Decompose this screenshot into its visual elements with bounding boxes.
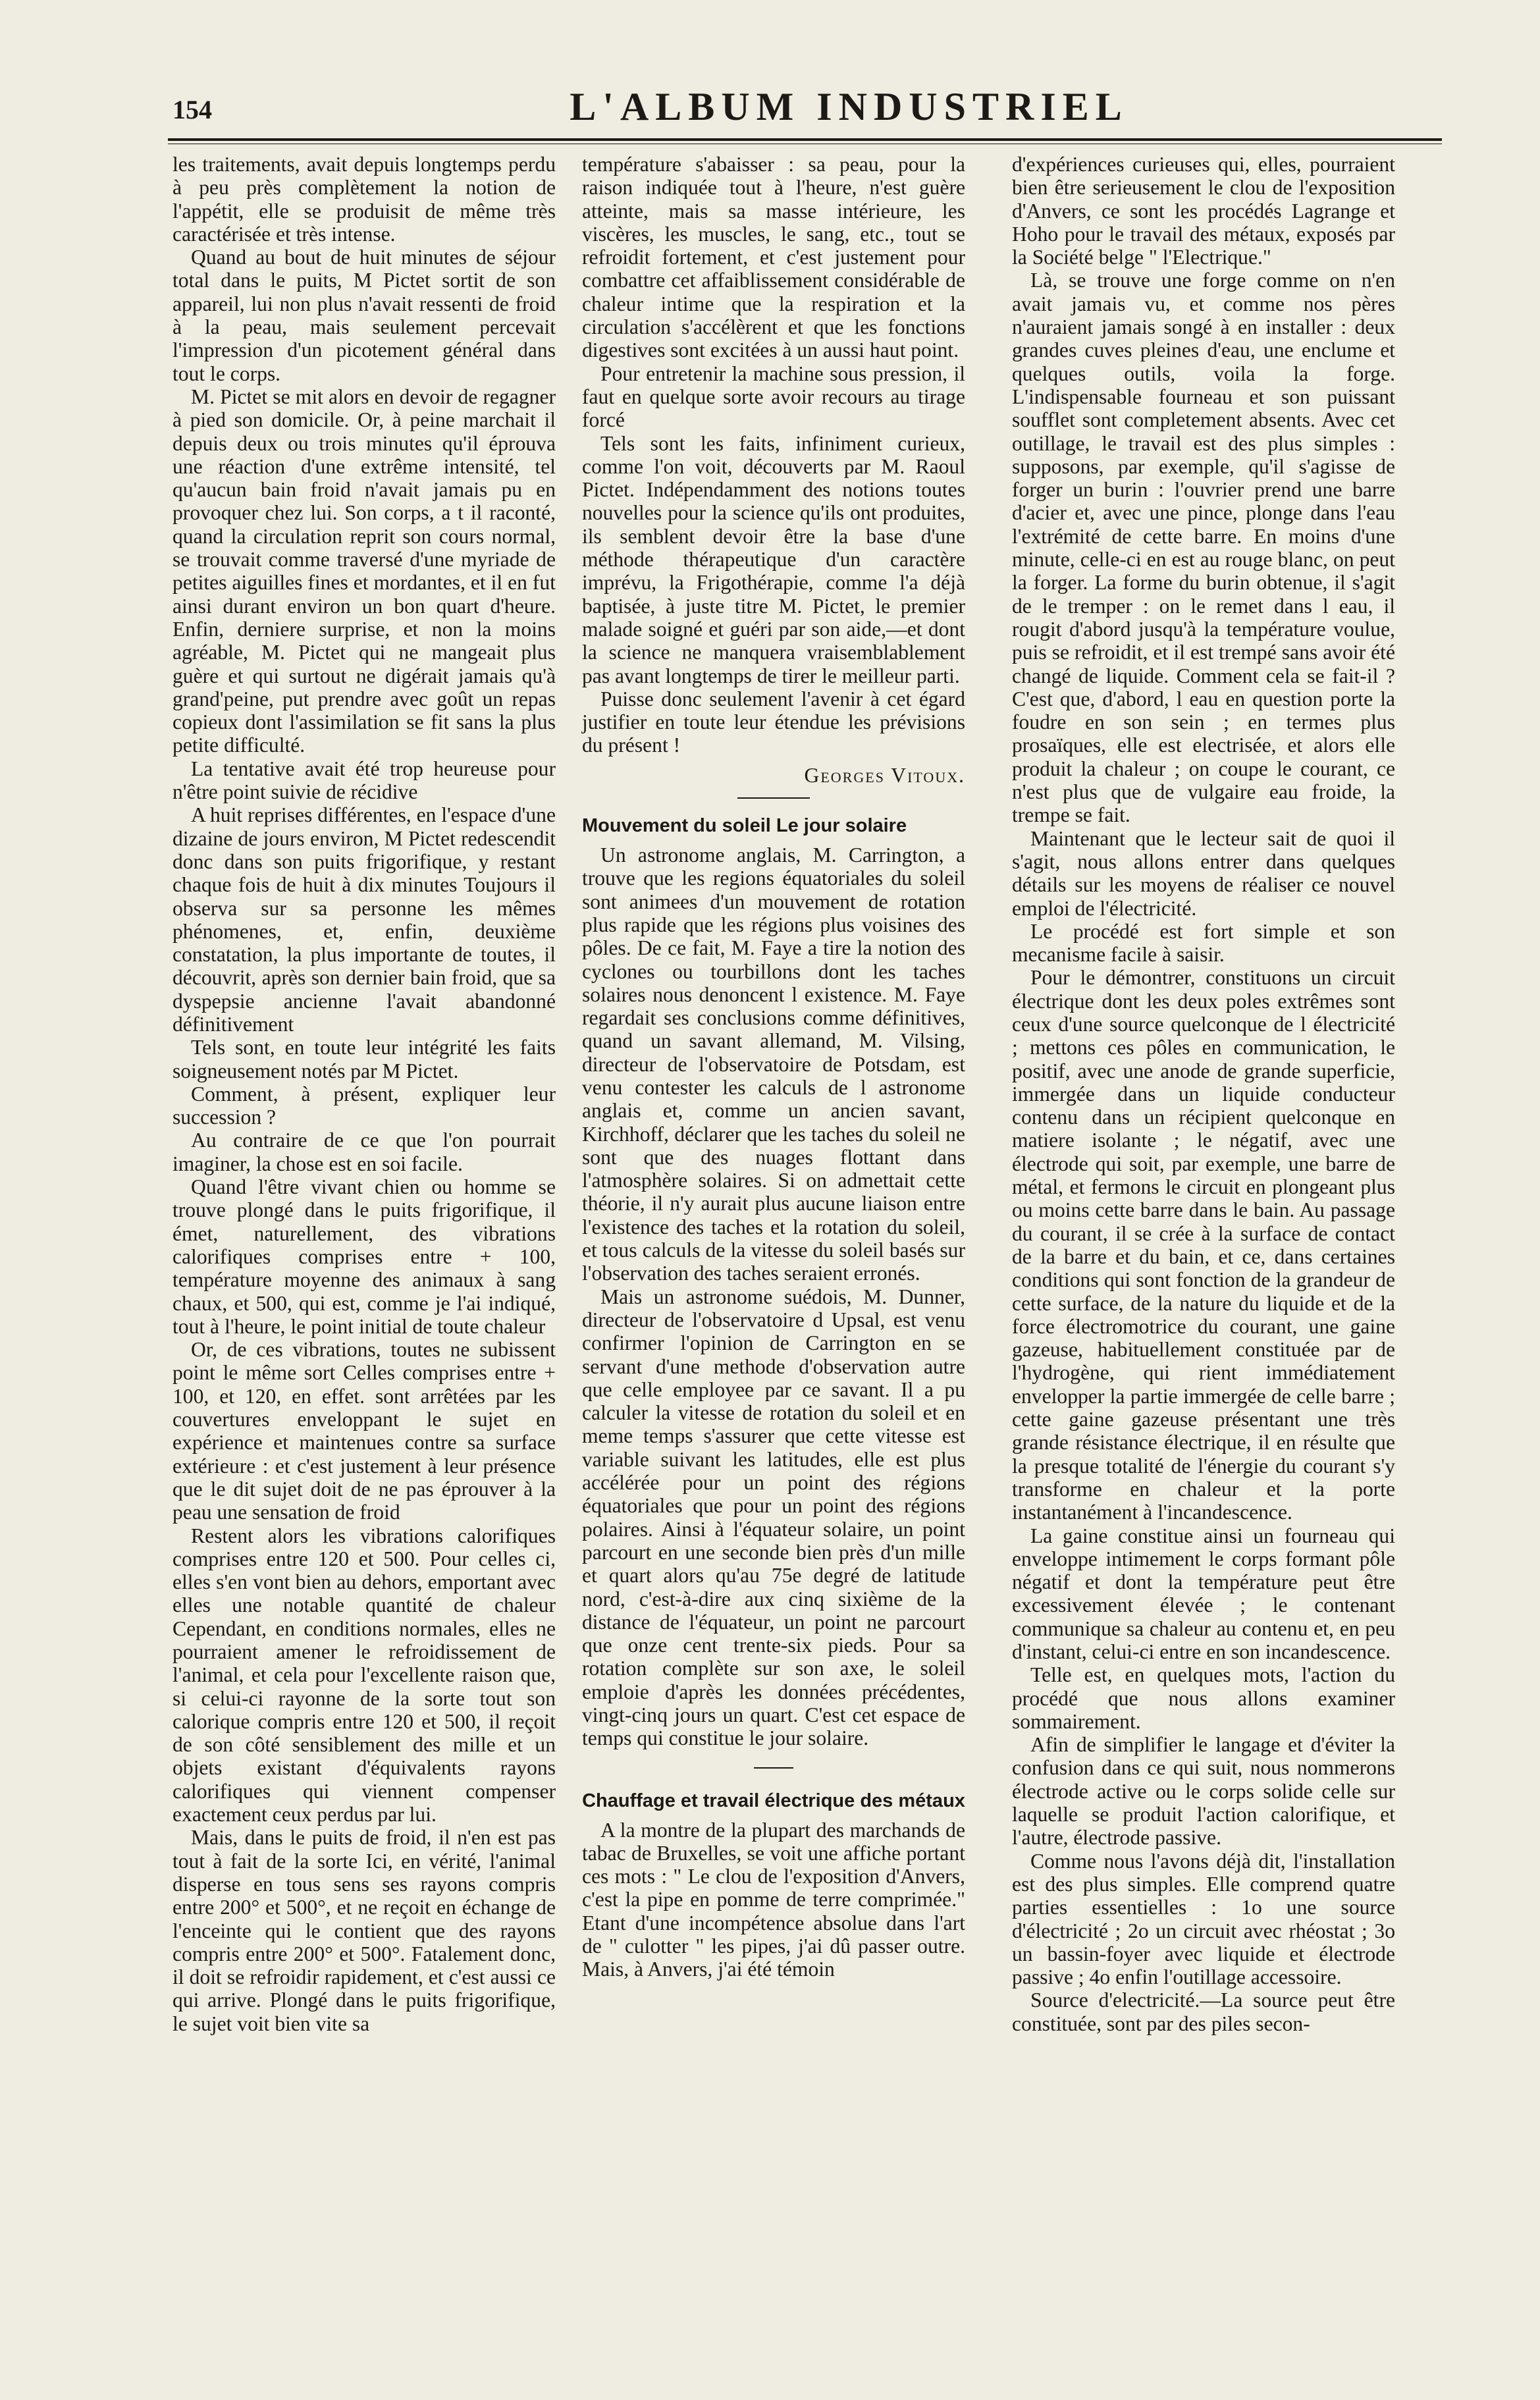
paragraph: Pour entretenir la machine sous pression, il faut en quelque sorte avoir recours au tirage forcé bbox=[582, 361, 965, 432]
column-right bbox=[1012, 153, 1395, 2360]
paragraph: Mais, dans le puits de froid, il n'en est pas tout à fait de la sorte Ici, en vérité, l'animal disperse en tous sens ses rayons compris entre 200° et 500°, et ne reçoit en échange de l'enceinte qui le contient que des rayons compris entre 200° et 500°. Fatalement donc, il doit se refroidir rapidement, et c'est aussi ce qui arrive. Plongé dans le puits frigorifique, le sujet voit bien vite sa bbox=[173, 1826, 556, 2035]
paragraph: Un astronome anglais, M. Carrington, a trouve que les regions équatoriales du soleil sont animees d'un mouvement de rotation plus rapide que les régions plus voisines des pôles. De ce fait, M. Faye a tire la notion des cyclones ou tourbillons dont les taches solaires nous denoncent l existence. M. Faye regardait ses conclusions comme définitives, quand un savant allemand, M. Vilsing, directeur de l'observatoire de Potsdam, est venu contester les calculs de l astronome anglais et, comme un ancien savant, Kirchhoff, déclarer que les taches du soleil ne sont que des nuages flottant dans l'atmosphère solaires. Si on admettait cette théorie, il n'y aurait plus aucune liaison entre l'existence des taches et la rotation du soleil, et tous calculs de la vitesse du soleil basés sur l'observation des taches seraient erronés. bbox=[582, 843, 965, 1285]
paragraph: Tels sont les faits, infiniment curieux, comme l'on voit, découverts par M. Raoul Pictet. Indépendamment des notions toutes nouvelles pour la science qu'ils ont produites, ils semblent devoir être la base d'une méthode thérapeutique d'un caractère imprévu, la Frigothérapie, comme l'a déjà baptisée, à juste titre M. Pictet, le premier malade soigné et guéri par son aide,—et dont la science ne manquera vraisemblablement pas avant longtemps de tirer le meilleur parti. bbox=[582, 431, 965, 687]
paragraph: d'expériences curieuses qui, elles, pourraient bien être serieusement le clou de l'exposition d'Anvers, ce sont les procédés Lagrange et Hoho pour le travail des métaux, exposés par la Société belge " l'Electrique." bbox=[1012, 153, 1395, 269]
paragraph: Là, se trouve une forge comme on n'en avait jamais vu, et comme nos pères n'auraient jamais songé à en installer : deux grandes cuves pleines d'eau, une enclume et quelques outils, voila la forge. L'indispensable fourneau et son puissant soufflet sont completement absents. Avec cet outillage, le travail est des plus simples : supposons, par exemple, qu'il s'agisse de forger un burin : l'ouvrier prend une barre d'acier et, avec une pince, plonge dans l'eau l'extrémité de cette barre. En moins d'une minute, celle-ci en est au rouge blanc, on peut la forger. La forme du burin obtenue, il s'agit de le tremper : on le remet dans l eau, il rougit d'abord jusqu'à la température voulue, puis se refroidit, et il est trempé sans avoir été changé de liquide. Comment cela se fait-il ? C'est que, d'abord, l eau en question porte la foudre en son sein ; en termes plus prosaïques, elle est electrisée, et alors elle produit la chaleur ; on coupe le courant, ce n'est plus que de vulgaire eau froide, la trempe se fait. bbox=[1012, 269, 1395, 827]
paragraph: Afin de simplifier le langage et d'éviter la confusion dans ce qui suit, nous nommerons électrode active ou le corps solide celle sur laquelle se produit l'action calorifique, et l'autre, électrode passive. bbox=[1012, 1733, 1395, 1850]
paragraph: Le procédé est fort simple et son mecanisme facile à saisir. bbox=[1012, 919, 1395, 967]
paragraph: température s'abaisser : sa peau, pour la raison indiquée tout à l'heure, n'est guère atteinte, mais sa masse intérieure, les viscères, les muscles, le sang, etc., tout se refroidit fortement, et c'est justement pour combattre cet affaiblissement considérable de chaleur intime que la respiration et la circulation s'accélèrent et que les fonctions digestives sont excitées à un aussi haut point. bbox=[582, 153, 965, 362]
column-middle bbox=[582, 153, 965, 2360]
paragraph: La gaine constitue ainsi un fourneau qui enveloppe intimement le corps formant pôle négatif et dont la température peut être excessivement élevée ; le contenant communique sa chaleur au contenu et, en peu d'instant, celui-ci entre en son incandescence. bbox=[1012, 1524, 1395, 1663]
paragraph: Maintenant que le lecteur sait de quoi il s'agit, nous allons entrer dans quelques détails sur les moyens de réaliser ce nouvel emploi de l'électricité. bbox=[1012, 826, 1395, 920]
paragraph: Pour le démontrer, constituons un circuit électrique dont les deux poles extrêmes sont ceux d'une source quelconque de l électricité ; mettons ces pôles en communication, le positif, avec une anode de grande superficie, immergée dans un liquide conducteur contenu dans un récipient quelconque en matiere isolante ; le négatif, avec une électrode qui soit, par exemple, une barre de métal, et fermons le circuit en plongeant plus ou moins cette barre dans le bain. Au passage du courant, il se crée à la surface de contact de la barre et du bain, et ce, dans certaines conditions qui sont fonction de la grandeur de cette surface, de la nature du liquide et de la force électromotrice du courant, une gaine gazeuse, habituellement constituée par de l'hydrogène, qui rient immédiatement envelopper la partie immergée de celle barre ; cette gaine gazeuse présentant une très grande résistance électrique, il en résulte que la presque totalité de l'énergie du courant s'y transforme en chaleur et la porte instantanément à l'incandescence. bbox=[1012, 966, 1395, 1524]
page-number: 154 bbox=[173, 95, 212, 124]
paragraph: les traitements, avait depuis longtemps perdu à peu près complètement la notion de l'appétit, elle se produisit de même très caractérisée et très intense. bbox=[173, 153, 556, 246]
paragraph: A la montre de la plupart des marchands de tabac de Bruxelles, se voit une affiche portant ces mots : " Le clou de l'exposition d'Anvers, c'est la pipe en pomme de terre comprimée." Etant d'une incompétence absolue dans l'art de " culotter " les pipes, j'ai dû passer outre. Mais, à Anvers, j'ai été témoin bbox=[582, 1818, 965, 1981]
section-heading-solaire: Mouvement du soleil Le jour solaire bbox=[582, 815, 907, 837]
header-rule bbox=[168, 138, 1442, 141]
paragraph: Source d'electricité.—La source peut être constituée, sont par des piles secon- bbox=[1012, 1988, 1395, 2035]
paragraph: Comment, à présent, expliquer leur succession ? bbox=[173, 1082, 556, 1129]
paragraph: A huit reprises différentes, en l'espace d'une dizaine de jours environ, M Pictet redescendit donc dans son puits frigorifique, y restant chaque fois de huit à dix minutes Toujours il observa sur sa personne les mêmes phénomenes, et, enfin, deuxième constatation, la plus importante de toutes, il découvrit, après son dernier bain froid, que sa dyspepsie ancienne l'avait abandonné définitivement bbox=[173, 803, 556, 1036]
paragraph: Or, de ces vibrations, toutes ne subissent point le même sort Celles comprises entre + 100, et 120, en effet. sont arrêtées par les couvertures enveloppant le sujet en expérience et maintenues contre sa surface extérieure : et c'est justement à leur présence que le dit sujet doit de ne pas éprouver à la peau une sensation de froid bbox=[173, 1338, 556, 1524]
author-signature: Georges Vitoux. bbox=[804, 763, 965, 787]
paragraph: Restent alors les vibrations calorifiques comprises entre 120 et 500. Pour celles ci, elles s'en vont bien au dehors, emportant avec elles une notable quantité de chaleur Cependant, en conditions normales, elles ne pourraient amener le refroidissement de l'animal, et cela pour l'excellente raison que, si celui-ci rayonne de la sorte tout son calorique compris entre 120 et 500, il reçoit de son côté sensiblement des mille et un objets existant d'équivalents rayons calorifiques qui viennent compenser exactement ceux perdus par lui. bbox=[173, 1524, 556, 1827]
paragraph: Mais un astronome suédois, M. Dunner, directeur de l'observatoire d Upsal, est venu confirmer l'opinion de Carrington en se servant d'une methode d'observation autre que celle employee par ce savant. Il a pu calculer la vitesse de rotation du soleil et en meme temps s'assurer que cette vitesse est variable suivant les latitudes, elle est plus accélérée pour un point des régions équatoriales que pour un point des régions polaires. Ainsi à l'équateur solaire, un point parcourt en une seconde bien près d'un mille et quart alors qu'au 75e degré de latitude nord, c'est-à-dire aux cinq sixième de la distance de l'équateur, un point ne parcourt que onze cent trente-six pieds. Pour sa rotation complète sur son axe, le soleil emploie d'après les données précédentes, vingt-cinq jours un quart. C'est cet espace de temps qui constitue le jour solaire. bbox=[582, 1285, 965, 1750]
paragraph: Tels sont, en toute leur intégrité les faits soigneusement notés par M Pictet. bbox=[173, 1036, 556, 1082]
column-left bbox=[173, 153, 556, 2360]
paragraph: M. Pictet se mit alors en devoir de regagner à pied son domicile. Or, à peine marchait il depuis deux ou trois minutes qu'il éprouva une réaction d'une extrême intensité, tel qu'aucun bain froid n'avait jamais pu en provoquer chez lui. Son corps, a t il raconté, quand la circulation reprit son cours normal, se trouvait comme traversé d'une myriade de petites aiguilles fines et mordantes, et il en fut ainsi durant environ un bon quart d'heure. Enfin, derniere surprise, et non la moins agréable, M. Pictet qui ne mangeait plus guère et qui surtout ne digérait jamais qu'à grand'peine, put prendre avec goût un repas copieux dont l'assimilation se fit sans la plus petite difficulté. bbox=[173, 385, 556, 757]
paragraph: Au contraire de ce que l'on pourrait imaginer, la chose est en soi facile. bbox=[173, 1129, 556, 1175]
paragraph: Comme nous l'avons déjà dit, l'installation est des plus simples. Elle comprend quatre parties essentielles : 1o une source d'électricité ; 2o un circuit avec rhéostat ; 3o un bassin-foyer avec liquide et électrode passive ; 4o enfin l'outillage accessoire. bbox=[1012, 1849, 1395, 1989]
paragraph: Quand au bout de huit minutes de séjour total dans le puits, M Pictet sortit de son appareil, lui non plus n'avait ressenti de froid à la peau, mais seulement percevait l'impression d'un picotement général dans tout le corps. bbox=[173, 246, 556, 385]
paragraph: La tentative avait été trop heureuse pour n'être point suivie de récidive bbox=[173, 757, 556, 804]
paragraph: Puisse donc seulement l'avenir à cet égard justifier en toute leur étendue les prévisions du présent ! bbox=[582, 687, 965, 757]
paragraph: Quand l'être vivant chien ou homme se trouve plongé dans le puits frigorifique, il émet, naturellement, des vibrations calorifiques comprises entre + 100, température moyenne des animaux à sang chaux, et 500, qui est, comme je l'ai indiqué, tout à l'heure, le point initial de toute chaleur bbox=[173, 1175, 556, 1338]
journal-title: L'ALBUM INDUSTRIEL bbox=[570, 85, 1128, 128]
section-divider bbox=[737, 797, 810, 799]
section-heading-chauffage: Chauffage et travail électrique des métaux bbox=[582, 1790, 965, 1811]
section-divider bbox=[754, 1767, 793, 1769]
paragraph: Telle est, en quelques mots, l'action du procédé que nous allons examiner sommairement. bbox=[1012, 1663, 1395, 1733]
